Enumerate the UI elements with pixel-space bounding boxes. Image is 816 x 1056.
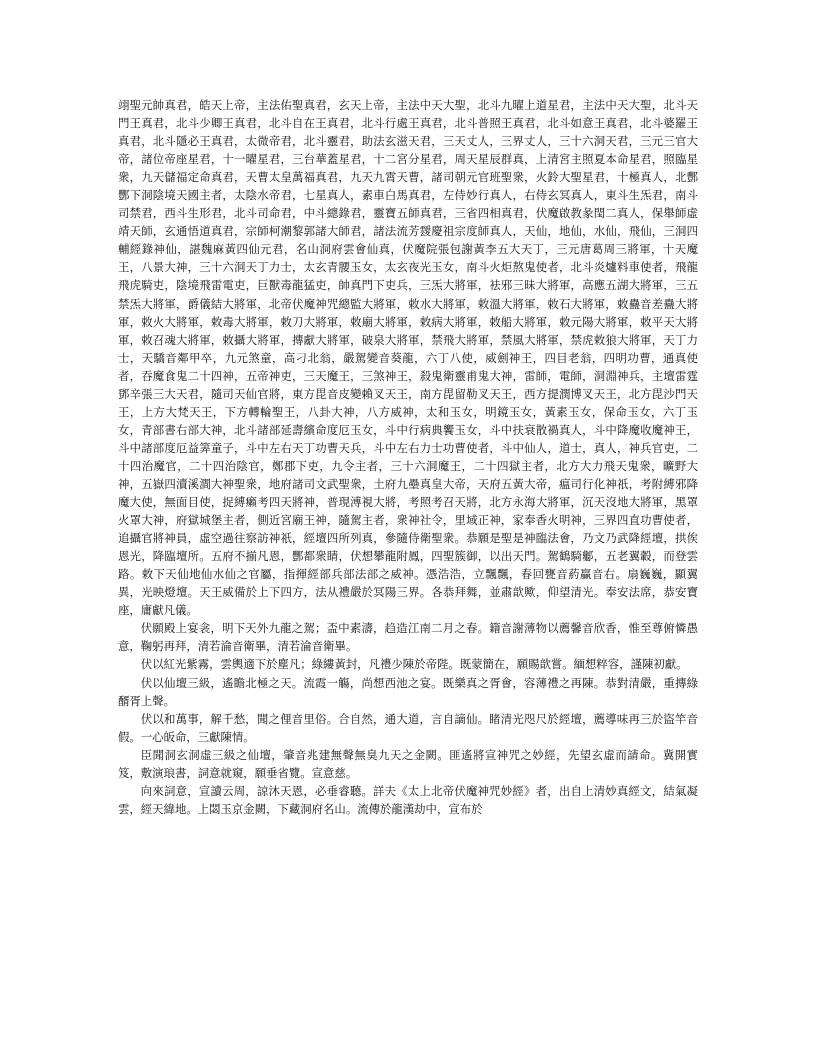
paragraph: 翊聖元帥真君，皓天上帝，主法佑聖真君，玄天上帝，主法中天大聖，北斗九曜上道星君，主法中天大聖，北斗天門王真君，北斗少卿王真君，北斗自在王真君，北斗行處王真君，北斗普照王真君，北斗如意王真君，北斗婆羅王真君，北斗隱必王真君，太微帝君，北斗靈君，助法玄滋天君，三天丈人，三界丈人，三十六洞天君，三元三官大帝，諸位帝座星君，十一曜星君，三台華蓋星君，十二宮分星君，周天星辰群真，上清宮主照夏本命星君，照臨星衆，九天儲福定命真君，天曹太皇萬福真君，九天九霄天曹，諸司朝元官班聖衆，火鈴大聖星君，十極真人，北酆酆下洞陰境天國主者，太陰水帝君，七星真人，素車白馬真君，左侍妙行真人，右侍玄冥真人，東斗生炁君，南斗司禁君，西斗生形君，北斗司命君，中斗總錄君，靈寶五師真君，三省四相真君，伏魔啟教彖閠二真人，保舉師虛靖天師，玄通悟道真君，宗師柯潮黎郭諸大師君，諸法流芳靉慶祖宗度師真人，天仙，地仙，水仙，飛仙，三洞四輔經錄神仙，諶魏麻黃四仙元君，名山洞府雲會仙真，伏魔院張包謝黃李五大天丁，三元唐葛周三將軍，十天魔王，八景大神，三十六洞天丁力士，太玄青腰玉女，太玄夜光玉女，南斗火炬熬鬼使者，北斗炎爐料車使者，飛龍飛虎騎吏，陰境飛雷電吏，巨獸毒龍猛吏，帥真門下吏兵，三炁大將軍，袪邪三昧大將軍，高應五湖大將軍，三五禁炁大將軍，爵儀結大將軍，北帝伏魔神咒總監大將軍，敕水大將軍，敕溫大將軍，敕石大將軍，敕蠱音差蠱大將軍，敕火大將軍，敕毒大將軍，敕刀大將軍，敕廟大將軍，敕病大將軍，敕船大將軍，敕元陽大將軍，敕平天大將軍，敕召魂大將軍，敕攝大將軍，摶獻大將軍，破泉大將軍，禁飛大將軍，禁風大將軍，禁虎敕狼大將軍，天丁力士，天驕音鄰甲卒，九元煞童，高刁北翁，嚴駕變音葵龍，六丁八使，威劍神王，四目老翁，四明功曹，通真使者，吞魔食鬼二十四神，五帝神吏，三天魔王，三煞神王，殺鬼衛靈甫鬼大神，雷師，電師，洞淵神兵，主壇雷霆鄧辛張三大天君，隨司天仙官將，東方毘音皮變賴叉天王，南方毘留勒叉天王，西方提潤博叉天王，北方毘沙門天王，上方大梵天王，下方轉輪聖王，八卦大神，八方威神，太和玉女，明鏡玉女，黃素玉女，保命玉女，六丁玉女，青部書右部大神，北斗諸部延壽繽命度厄玉女，斗中行病典饗玉女，斗中扶衰散禍真人，斗中降魔收魔神王，斗中諸部度厄益筭童子，斗中左右天丁功曹天兵，斗中左右力士功曹使者，斗中仙人，道士，真人，神兵官吏，二十四治魔官，二十四治陰官，鄭郡下吏，九令主者，三十六洞魔王，二十四獄主者，北方大力飛天鬼衆，曠野大神，五嶽四瀆溪澗大神聖衆，地府諸司文武聖衆，土府九壘真皇大帝，天府五黃大帝，瘟司行化神祇，考附縛邪降魔大使，無面目使，捉縛癩考四天將神，普現溥視大將，考照考召天將，北方永海大將軍，沉天沒地大將軍，黑罩火罩大神，府獄城堡主者，側近宮廟王神，隨駕主者，衆神社令，里域正神，家奉香火明神，三界四直功曹使者，追攝官將神員，虛空過往察訪神祇，經壇四所列真，參隨侍衛聖衆。恭願是聖是神臨法會，乃文乃武降經壇，拱俟恩光，降臨壇所。五府不揃凡恩，酆都衆睛，伏想攀龍附鳳，四聖簇御，以出天門。駕鶴騎酁，五老翼轂，而登雲路。敕下天仙地仙水仙之官屬，指揮經部兵部法部之威神。憑浩浩，立飄飄，春回甕音葯贏音右。扇巍巍，顯翼異，光映燈壇。天王威備於上下四方，法从禮嚴於冥陽三界。各恭拜舞，並肅歆歟，仰望清光。奉安法席，恭安寶座，庸獻凡儀。 (118, 98, 698, 618)
paragraph: 伏以仙壇三級，遙瞻北極之天。流霞一觴，尚想西池之宴。既樂真之胥會，容薄禮之再陳。恭對清嚴，重摶綠醑胥上聲。 (118, 675, 698, 708)
paragraph: 臣聞洞玄洞虛三級之仙壇，肇音兆建無聲無臭九天之金闕。匪遙將宣神咒之妙經，先望玄虛而請命。冀開實笈，敷演琅書，詞意就窺，願垂省覽。宣意慈。 (118, 747, 698, 780)
paragraph: 伏以和萬事，解千愁，聞之俚音里俗。合自然，通大道，言自謫仙。睹清光咫尺於經壇，薦導味再三於盜竿音假。一心皈命，三獻陳情。 (118, 711, 698, 744)
document-body (118, 96, 698, 818)
paragraph: 伏以紅光紫霧，雲輿適下於塵凡；綠縷黃封，凡禮少陳於帝陛。既蒙簡在，願賜歆嘗。緬想粹容，謹陳初獻。 (140, 657, 688, 672)
paragraph: 伏願殿上宴衾，明下天外九龍之駕；盃中素濤，趋造江南二月之春。籍音謝薄物以薦馨音欣香，惟至尊俯憐愚意，鞠躬再拜，清若淪音衛畢，清若淪音衛畢。 (118, 621, 698, 654)
paragraph: 向來詞意，宣讀云周，諒沐天恩，必垂睿聽。詳夫《太上北帝伏魔神咒妙經》者，出自上清妙真經文，結氣凝雲，經天緯地。上閟玉京金闕，下藏洞府名山。流傳於龍漢劫中，宣布於 (118, 783, 698, 816)
